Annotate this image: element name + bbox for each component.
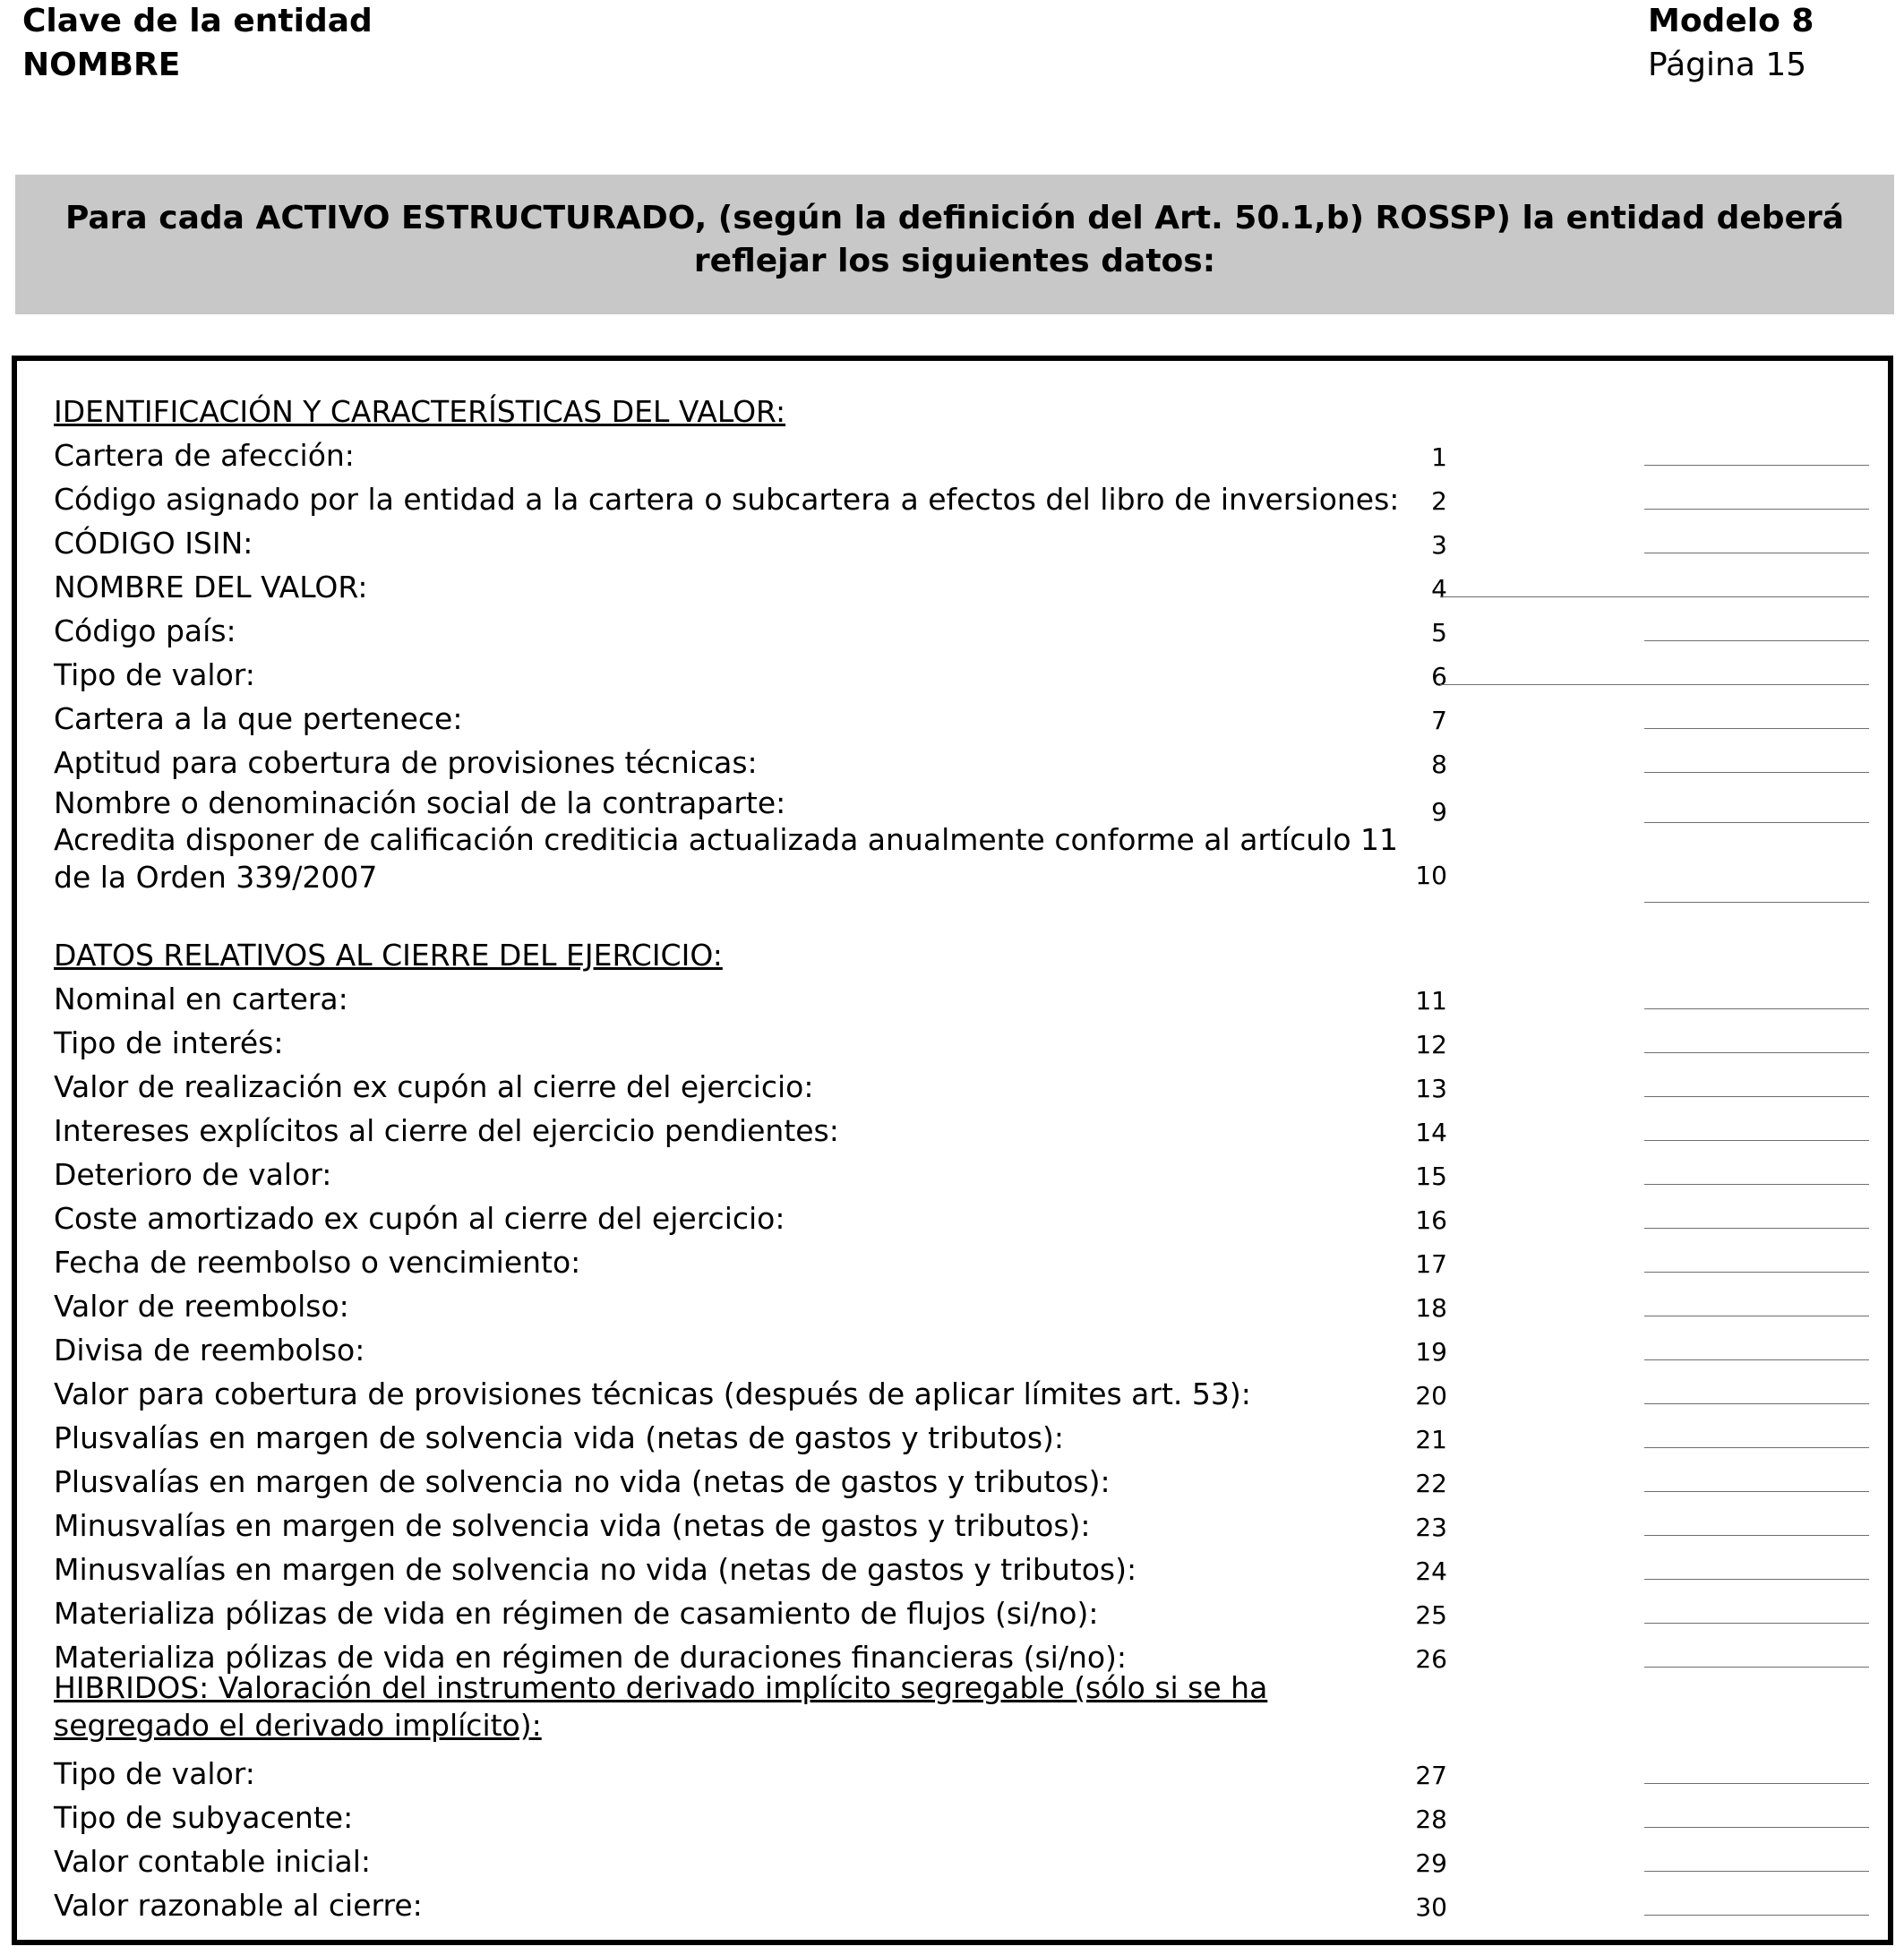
form-row-9 (17, 782, 1888, 826)
field-number: 16 (1415, 1205, 1447, 1235)
answer-field-28[interactable] (1644, 1827, 1869, 1828)
field-label: Intereses explícitos al cierre del ejercicio pendientes: (54, 1113, 839, 1148)
field-number: 2 (1431, 486, 1447, 516)
form-row-23 (17, 1505, 1888, 1548)
answer-field-7[interactable] (1644, 728, 1869, 729)
field-number: 23 (1415, 1513, 1447, 1542)
field-number: 21 (1415, 1425, 1447, 1454)
field-label: Valor razonable al cierre: (54, 1888, 423, 1923)
form-row-2 (17, 478, 1888, 522)
field-number: 30 (1415, 1892, 1447, 1922)
field-label-10-line-2: de la Orden 339/2007 (54, 860, 378, 895)
form-row-28 (17, 1796, 1888, 1840)
field-label: Valor de reembolso: (54, 1289, 349, 1324)
page-number: Página 15 (1648, 47, 1807, 83)
form-row-24 (17, 1548, 1888, 1592)
answer-field-11[interactable] (1644, 1008, 1869, 1009)
form-row-1 (17, 434, 1888, 478)
answer-field-26[interactable] (1644, 1667, 1869, 1668)
field-number: 20 (1415, 1381, 1447, 1411)
section-hybrids-line-2: segregado el derivado implícito): (54, 1708, 542, 1743)
field-label: Valor para cobertura de provisiones técnicas (después de aplicar límites art. 53): (54, 1376, 1251, 1411)
field-label: Tipo de valor: (54, 1756, 255, 1791)
field-label: Materializa pólizas de vida en régimen de duraciones financieras (si/no): (54, 1640, 1128, 1675)
answer-field-5[interactable] (1644, 640, 1869, 641)
field-label: Divisa de reembolso: (54, 1333, 365, 1368)
field-label: Tipo de subyacente: (54, 1800, 354, 1835)
answer-field-8[interactable] (1644, 772, 1869, 773)
form-row-11 (17, 978, 1888, 1022)
form-row-19 (17, 1329, 1888, 1373)
answer-field-2[interactable] (1644, 509, 1869, 510)
field-number: 6 (1431, 662, 1447, 691)
form-row-7 (17, 698, 1888, 742)
answer-field-9[interactable] (1644, 822, 1869, 823)
answer-field-1[interactable] (1644, 465, 1869, 466)
form-row-14 (17, 1110, 1888, 1153)
field-label: Nominal en cartera: (54, 982, 348, 1016)
field-label: Plusvalías en margen de solvencia vida (netas de gastos y tributos): (54, 1420, 1065, 1455)
answer-field-25[interactable] (1644, 1623, 1869, 1624)
answer-field-23[interactable] (1644, 1535, 1869, 1536)
form-row-22 (17, 1461, 1888, 1505)
answer-field-19[interactable] (1644, 1359, 1869, 1360)
entity-key-label: Clave de la entidad (22, 3, 373, 39)
field-label: Coste amortizado ex cupón al cierre del ejercicio: (54, 1201, 785, 1236)
field-number: 1 (1431, 442, 1447, 472)
form-row-30 (17, 1884, 1888, 1928)
field-number: 11 (1415, 986, 1447, 1016)
answer-field-24[interactable] (1644, 1579, 1869, 1580)
field-label: Deterioro de valor: (54, 1157, 332, 1192)
form-row-6 (17, 654, 1888, 698)
section-closing-data: DATOS RELATIVOS AL CIERRE DEL EJERCICIO: (54, 938, 723, 973)
answer-field-6[interactable] (1440, 684, 1869, 685)
section-hybrids-line-1: HIBRIDOS: Valoración del instrumento derivado implícito segregable (sólo si se ha (54, 1670, 1268, 1705)
field-number: 29 (1415, 1848, 1447, 1878)
field-label: Valor contable inicial: (54, 1844, 372, 1879)
answer-field-30[interactable] (1644, 1915, 1869, 1916)
field-label: Aptitud para cobertura de provisiones técnicas: (54, 745, 758, 780)
answer-field-21[interactable] (1644, 1447, 1869, 1448)
section-identification: IDENTIFICACIÓN Y CARACTERÍSTICAS DEL VALOR: (54, 394, 786, 429)
answer-field-22[interactable] (1644, 1491, 1869, 1492)
answer-field-12[interactable] (1644, 1052, 1869, 1053)
banner-line-2: reflejar los siguientes datos: (693, 243, 1216, 279)
form-row-29 (17, 1840, 1888, 1884)
form-row-17 (17, 1241, 1888, 1285)
field-label: Cartera de afección: (54, 438, 355, 473)
form-row-15 (17, 1153, 1888, 1197)
field-label: CÓDIGO ISIN: (54, 526, 253, 561)
field-label: NOMBRE DEL VALOR: (54, 570, 368, 605)
field-number: 14 (1415, 1118, 1447, 1147)
field-number: 15 (1415, 1162, 1447, 1191)
field-label: Minusvalías en margen de solvencia no vida (netas de gastos y tributos): (54, 1552, 1137, 1587)
field-number: 19 (1415, 1337, 1447, 1367)
field-label: Código país: (54, 613, 236, 648)
field-number: 4 (1431, 574, 1447, 604)
form-row-10 (17, 853, 1888, 896)
form-row-21 (17, 1417, 1888, 1461)
answer-field-4[interactable] (1440, 596, 1869, 597)
field-number: 5 (1431, 618, 1447, 647)
answer-field-16[interactable] (1644, 1228, 1869, 1229)
field-label: Fecha de reembolso o vencimiento: (54, 1245, 581, 1280)
field-label: Cartera a la que pertenece: (54, 701, 463, 736)
field-label-10-line-1: Acredita disponer de calificación crediticia actualizada anualmente conforme al artículo 11 (54, 822, 1398, 857)
instructions-banner (15, 175, 1894, 314)
field-label: Tipo de valor: (54, 657, 255, 692)
answer-field-13[interactable] (1644, 1096, 1869, 1097)
entity-name-label: NOMBRE (22, 47, 181, 83)
field-number: 10 (1415, 861, 1447, 890)
answer-field-15[interactable] (1644, 1184, 1869, 1185)
field-label: Nombre o denominación social de la contraparte: (54, 785, 786, 820)
field-number: 27 (1415, 1761, 1447, 1790)
form-row-12 (17, 1022, 1888, 1066)
form-row-25 (17, 1592, 1888, 1636)
field-label: Plusvalías en margen de solvencia no vida (netas de gastos y tributos): (54, 1464, 1111, 1499)
model-label: Modelo 8 (1648, 3, 1814, 39)
field-number: 12 (1415, 1030, 1447, 1059)
field-number: 3 (1431, 530, 1447, 560)
answer-field-29[interactable] (1644, 1871, 1869, 1872)
form-row-16 (17, 1197, 1888, 1241)
form-row-4 (17, 566, 1888, 610)
form-row-13 (17, 1066, 1888, 1110)
form-row-5 (17, 610, 1888, 654)
field-number: 13 (1415, 1074, 1447, 1103)
field-number: 28 (1415, 1805, 1447, 1834)
field-number: 22 (1415, 1469, 1447, 1498)
answer-field-27[interactable] (1644, 1783, 1869, 1784)
field-number: 17 (1415, 1249, 1447, 1279)
field-label: Código asignado por la entidad a la cartera o subcartera a efectos del libro de inversiones: (54, 482, 1400, 517)
field-number: 18 (1415, 1293, 1447, 1323)
form-box (12, 356, 1893, 1945)
form-row-20 (17, 1373, 1888, 1417)
answer-field-14[interactable] (1644, 1140, 1869, 1141)
field-number: 8 (1431, 750, 1447, 779)
field-number: 25 (1415, 1600, 1447, 1630)
banner-line-1: Para cada ACTIVO ESTRUCTURADO, (según la definición del Art. 50.1,b) ROSSP) la entidad deberá (64, 200, 1845, 236)
answer-field-20[interactable] (1644, 1403, 1869, 1404)
field-label: Tipo de interés: (54, 1025, 284, 1060)
field-number: 7 (1431, 706, 1447, 735)
field-number: 24 (1415, 1556, 1447, 1586)
field-number: 9 (1431, 797, 1447, 827)
field-number: 26 (1415, 1644, 1447, 1674)
form-row-18 (17, 1285, 1888, 1329)
field-label: Minusvalías en margen de solvencia vida (netas de gastos y tributos): (54, 1508, 1091, 1543)
answer-field-17[interactable] (1644, 1272, 1869, 1273)
form-row-3 (17, 522, 1888, 566)
field-label: Materializa pólizas de vida en régimen de casamiento de flujos (si/no): (54, 1596, 1099, 1631)
field-label: Valor de realización ex cupón al cierre del ejercicio: (54, 1069, 814, 1104)
answer-field-10[interactable] (1644, 902, 1869, 903)
form-row-8 (17, 742, 1888, 785)
form-row-27 (17, 1753, 1888, 1796)
